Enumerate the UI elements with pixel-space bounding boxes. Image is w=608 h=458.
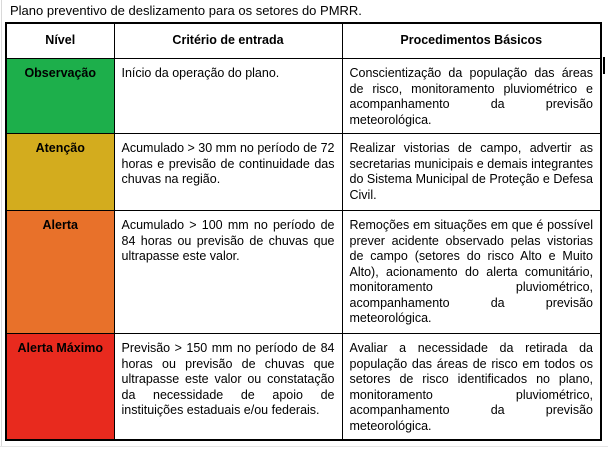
header-level: Nível: [6, 23, 114, 59]
table-row: [6, 334, 601, 441]
criteria-cell: Previsão > 150 mm no período de 84 horas ou previsão de chuvas que ultrapasse este valor ou constatação da necessidade de apoio de instituições estaduais e/ou federais.: [114, 334, 342, 441]
criteria-cell: Acumulado > 30 mm no período de 72 horas e previsão de continuidade das chuvas na região.: [114, 134, 342, 211]
table-caption: Plano preventivo de deslizamento para os setores do PMRR.: [10, 3, 362, 18]
level-cell-alerta: Alerta: [6, 211, 114, 334]
criteria-cell: Acumulado > 100 mm no período de 84 horas ou previsão de chuvas que ultrapasse este valor.: [114, 211, 342, 334]
procedures-cell: Remoções em situações em que é possível prever acidente observado pelas vistorias de campo (setores do risco Alto e Muito Alto), acionamento do alerta comunitário, monitoramento pluviométrico, acompanhamento da previsão meteorológica.: [342, 211, 601, 334]
criteria-cell: Início da operação do plano.: [114, 59, 342, 134]
header-procedures: Procedimentos Básicos: [342, 23, 601, 59]
procedures-cell: Conscientização da população das áreas de risco, monitoramento pluviométrico e acompanhamento da previsão meteorológica.: [342, 59, 601, 134]
text-cursor: [603, 57, 605, 74]
procedures-cell: Realizar vistorias de campo, advertir as secretarias municipais e demais integrantes do Sistema Municipal de Proteção e Defesa Civil.: [342, 134, 601, 211]
table-row: [6, 134, 601, 211]
table-row: [6, 211, 601, 334]
preventive-plan-table: [5, 22, 602, 441]
table-row: [6, 59, 601, 134]
page-edge: [0, 446, 608, 447]
level-cell-atencao: Atenção: [6, 134, 114, 211]
procedures-cell: Avaliar a necessidade da retirada da população das áreas de risco em todos os setores de risco identificados no plano, monitoramento pluviométrico, acompanhamento da previsão meteorológica.: [342, 334, 601, 441]
level-cell-observacao: Observação: [6, 59, 114, 134]
header-criteria: Critério de entrada: [114, 23, 342, 59]
level-cell-alerta-maximo: Alerta Máximo: [6, 334, 114, 441]
page-edge: [1, 0, 2, 446]
table-header-row: [6, 23, 601, 59]
